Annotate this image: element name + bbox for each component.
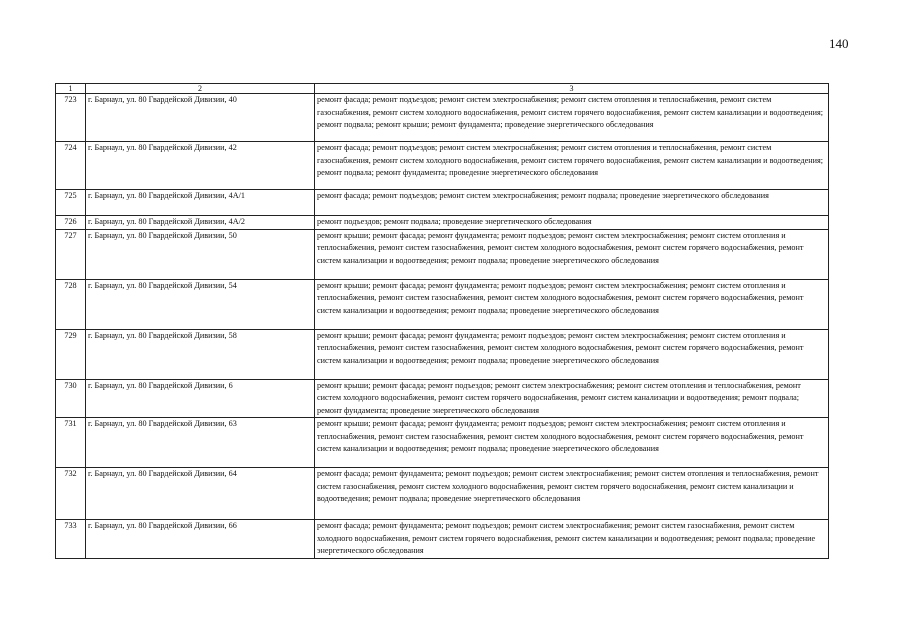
row-number: 730 <box>56 379 86 418</box>
table-row <box>56 279 829 329</box>
row-address: г. Барнаул, ул. 80 Гвардейской Дивизии, 66 <box>86 520 315 559</box>
row-address: г. Барнаул, ул. 80 Гвардейской Дивизии, 50 <box>86 229 315 279</box>
row-number: 728 <box>56 279 86 329</box>
row-number: 725 <box>56 190 86 216</box>
table-row <box>56 379 829 418</box>
header-row <box>56 84 829 94</box>
row-address: г. Барнаул, ул. 80 Гвардейской Дивизии, 42 <box>86 142 315 190</box>
table-row <box>56 142 829 190</box>
row-number: 723 <box>56 94 86 142</box>
row-number: 724 <box>56 142 86 190</box>
row-address: г. Барнаул, ул. 80 Гвардейской Дивизии, 4А/1 <box>86 190 315 216</box>
table-row <box>56 94 829 142</box>
row-works: ремонт крыши; ремонт фасада; ремонт фундамента; ремонт подъездов; ремонт систем электроснабжения; ремонт систем отопления и теплоснабжения, ремонт систем газоснабжения, ремонт систем холодного водоснабжения, ремонт систем горячего водоснабжения, ремонт систем канализации и водоотведения; ремонт подвала; проведение энергетического обследования <box>315 229 829 279</box>
row-number: 731 <box>56 418 86 468</box>
row-works: ремонт фасада; ремонт фундамента; ремонт подъездов; ремонт систем электроснабжения; ремонт систем отопления и теплоснабжения, ремонт систем газоснабжения, ремонт систем холодного водоснабжения, ремонт систем горячего водоснабжения, ремонт систем канализации и водоотведения; ремонт подвала; проведение энергетического обследования <box>315 468 829 520</box>
row-number: 732 <box>56 468 86 520</box>
row-works: ремонт крыши; ремонт фасада; ремонт подъездов; ремонт систем электроснабжения; ремонт систем отопления и теплоснабжения, ремонт систем холодного водоснабжения, ремонт систем горячего водоснабжения, ремонт систем канализации и водоотведения; ремонт подвала; ремонт фундамента; проведение энергетического обследования <box>315 379 829 418</box>
column-header-number: 1 <box>56 84 86 94</box>
table-row <box>56 229 829 279</box>
table-row <box>56 216 829 230</box>
row-works: ремонт фасада; ремонт подъездов; ремонт систем электроснабжения; ремонт систем отопления и теплоснабжения, ремонт систем газоснабжения, ремонт систем холодного водоснабжения, ремонт систем горячего водоснабжения, ремонт систем канализации и водоотведения; ремонт подвала; ремонт крыши; ремонт фундамента; проведение энергетического обследования <box>315 94 829 142</box>
column-header-address: 2 <box>86 84 315 94</box>
page-number: 140 <box>829 36 849 51</box>
column-header-works: 3 <box>315 84 829 94</box>
row-address: г. Барнаул, ул. 80 Гвардейской Дивизии, 4А/2 <box>86 216 315 230</box>
row-works: ремонт подъездов; ремонт подвала; проведение энергетического обследования <box>315 216 829 230</box>
row-works: ремонт крыши; ремонт фасада; ремонт фундамента; ремонт подъездов; ремонт систем электроснабжения; ремонт систем отопления и теплоснабжения, ремонт систем газоснабжения, ремонт систем холодного водоснабжения, ремонт систем горячего водоснабжения, ремонт систем канализации и водоотведения; ремонт подвала; проведение энергетического обследования <box>315 418 829 468</box>
row-works: ремонт фасада; ремонт фундамента; ремонт подъездов; ремонт систем электроснабжения; ремонт систем газоснабжения, ремонт систем холодного водоснабжения, ремонт систем горячего водоснабжения, ремонт систем канализации и водоотведения; ремонт подвала; проведение энергетического обследования <box>315 520 829 559</box>
row-works: ремонт фасада; ремонт подъездов; ремонт систем электроснабжения; ремонт подвала; проведение энергетического обследования <box>315 190 829 216</box>
row-number: 729 <box>56 329 86 379</box>
repair-table <box>55 83 829 559</box>
row-address: г. Барнаул, ул. 80 Гвардейской Дивизии, 64 <box>86 468 315 520</box>
table-row <box>56 468 829 520</box>
row-number: 726 <box>56 216 86 230</box>
table-row <box>56 190 829 216</box>
table-row <box>56 418 829 468</box>
row-address: г. Барнаул, ул. 80 Гвардейской Дивизии, 40 <box>86 94 315 142</box>
row-address: г. Барнаул, ул. 80 Гвардейской Дивизии, 54 <box>86 279 315 329</box>
row-works: ремонт крыши; ремонт фасада; ремонт фундамента; ремонт подъездов; ремонт систем электроснабжения; ремонт систем отопления и теплоснабжения, ремонт систем газоснабжения, ремонт систем холодного водоснабжения, ремонт систем горячего водоснабжения, ремонт систем канализации и водоотведения; ремонт подвала; проведение энергетического обследования <box>315 329 829 379</box>
row-works: ремонт фасада; ремонт подъездов; ремонт систем электроснабжения; ремонт систем отопления и теплоснабжения, ремонт систем газоснабжения, ремонт систем холодного водоснабжения, ремонт систем горячего водоснабжения, ремонт систем канализации и водоотведения; ремонт подвала; ремонт фундамента; проведение энергетического обследования <box>315 142 829 190</box>
table-row <box>56 329 829 379</box>
table-row <box>56 520 829 559</box>
row-number: 727 <box>56 229 86 279</box>
row-works: ремонт крыши; ремонт фасада; ремонт фундамента; ремонт подъездов; ремонт систем электроснабжения; ремонт систем отопления и теплоснабжения, ремонт систем газоснабжения, ремонт систем холодного водоснабжения, ремонт систем горячего водоснабжения, ремонт систем канализации и водоотведения; ремонт подвала; проведение энергетического обследования <box>315 279 829 329</box>
row-address: г. Барнаул, ул. 80 Гвардейской Дивизии, 6 <box>86 379 315 418</box>
row-address: г. Барнаул, ул. 80 Гвардейской Дивизии, 63 <box>86 418 315 468</box>
row-address: г. Барнаул, ул. 80 Гвардейской Дивизии, 58 <box>86 329 315 379</box>
row-number: 733 <box>56 520 86 559</box>
